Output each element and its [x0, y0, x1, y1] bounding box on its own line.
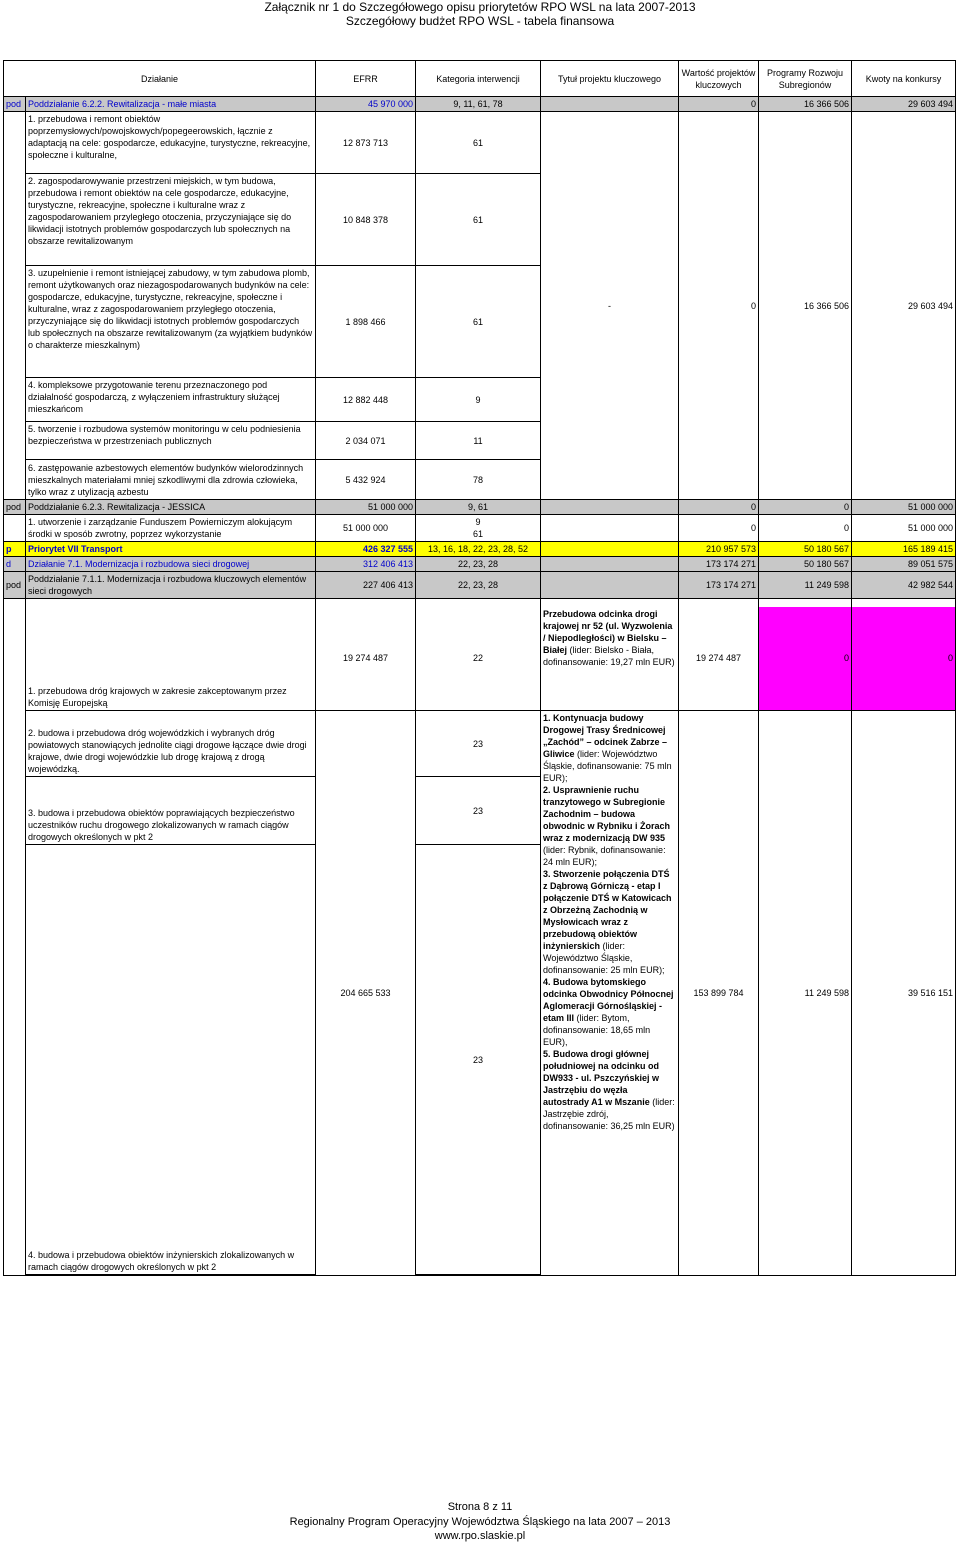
- kategoria-value-top: 9: [475, 517, 481, 527]
- kategoria-value: 61: [416, 266, 541, 378]
- project-title-note: (lider: Rybnik, dofinansowanie: 24 mln EUR);: [543, 845, 666, 867]
- wartosc-value: 0: [679, 112, 759, 500]
- programy-value: 0: [759, 515, 852, 542]
- section-name: Działanie 7.1. Modernizacja i rozbudowa sieci drogowej: [26, 557, 316, 572]
- empty-cell: [4, 515, 26, 542]
- kategoria-value: 61: [416, 112, 541, 174]
- wartosc-value: 173 174 271: [679, 572, 759, 599]
- empty-cell: [416, 1275, 541, 1276]
- level-code: p: [4, 542, 26, 557]
- kwoty-value: 39 516 151: [852, 711, 956, 1276]
- programy-value: 0: [759, 607, 852, 711]
- kwoty-value: 51 000 000: [852, 515, 956, 542]
- kategoria-value: 11: [416, 422, 541, 460]
- level-code: d: [4, 557, 26, 572]
- table-row: [4, 97, 956, 112]
- kwoty-value: 89 051 575: [852, 557, 956, 572]
- kategoria-value: 23: [416, 711, 541, 777]
- empty-cell: [541, 97, 679, 112]
- project-item: [543, 976, 676, 1048]
- kategoria-value-bottom: 61: [472, 529, 483, 539]
- programy-value: 0: [759, 500, 852, 515]
- project-title-note: (lider: Bytom, dofinansowanie: 18,65 mln EUR),: [543, 1013, 651, 1047]
- kwoty-value: 29 603 494: [852, 97, 956, 112]
- kwoty-value: 29 603 494: [852, 112, 956, 500]
- kategoria-value: 78: [416, 460, 541, 500]
- kategoria-value: 23: [416, 845, 541, 1275]
- section-name: Poddziałanie 6.2.2. Rewitalizacja - małe miasta: [26, 97, 316, 112]
- project-title-note: (lider: Bielsko - Biała, dofinansowanie: 19,27 mln EUR): [543, 644, 675, 667]
- kategoria-value: 22, 23, 28: [416, 557, 541, 572]
- project-title-bold: 2. Usprawnienie ruchu tranzytowego w Subregionie Zachodnim – budowa obwodnic w Rybniku i Żorach wraz z modernizacją DW 935: [543, 785, 671, 843]
- road-item-text: 1. przebudowa dróg krajowych w zakresie zakceptowanym przez Komisję Europejską: [26, 607, 316, 711]
- col-header-wartosc: Wartość projektów kluczowych: [679, 61, 759, 97]
- wartosc-value: 0: [679, 97, 759, 112]
- table-row: [4, 607, 956, 711]
- footer-page-number: Strona 8 z 11: [447, 1501, 513, 1513]
- doc-header-line2: Szczegółowy budżet RPO WSL - tabela finansowa: [345, 14, 615, 28]
- item-text: 6. zastępowanie azbestowych elementów budynków wielorodzinnych mieszkalnych materiałami mniej szkodliwymi dla zdrowia człowieka, tylko wraz z utylizacją azbestu: [26, 460, 316, 500]
- item-text: 2. zagospodarowywanie przestrzeni miejskich, w tym budowa, przebudowa i remont obiektów na cele gospodarcze, edukacyjne, turystyczne, rekreacyjne, społeczne i kulturalne wraz z zagospodarowaniem przyległego otoczenia, przyczyniające się do likwidacji istotnych problemów gospodarczych lub społecznych na obszarze rewitalizowanym: [26, 174, 316, 266]
- project-title-note: (lider: Województwo Śląskie, dofinansowanie: 75 mln EUR);: [543, 749, 672, 783]
- item-text: 5. tworzenie i rozbudowa systemów monitoringu w celu podniesienia bezpieczeństwa w przestrzeniach publicznych: [26, 422, 316, 460]
- col-header-tytul: Tytuł projektu kluczowego: [541, 61, 679, 97]
- level-code: pod: [4, 500, 26, 515]
- project-title-bold: 4. Budowa bytomskiego odcinka Obwodnicy Północnej Aglomeracji Górnośląskiej - etam III: [543, 977, 674, 1023]
- level-code: pod: [4, 97, 26, 112]
- empty-cell: [541, 572, 679, 599]
- project-title-note: (lider: Jastrzębie zdrój, dofinansowanie: 36,25 mln EUR): [543, 1097, 675, 1131]
- section-name: Poddziałanie 7.1.1. Modernizacja i rozbudowa kluczowych elementów sieci drogowych: [26, 572, 316, 599]
- table-row: [4, 599, 956, 607]
- efrr-value: 2 034 071: [316, 422, 416, 460]
- table-row: [4, 112, 956, 174]
- project-item: [543, 868, 676, 976]
- budget-table: [3, 60, 956, 1276]
- empty-cell: [541, 557, 679, 572]
- efrr-value: 19 274 487: [316, 607, 416, 711]
- kwoty-value: 42 982 544: [852, 572, 956, 599]
- doc-header-line1: Załącznik nr 1 do Szczegółowego opisu priorytetów RPO WSL na lata 2007-2013: [264, 0, 696, 14]
- footer-url[interactable]: www.rpo.slaskie.pl: [434, 1530, 526, 1542]
- kategoria-value: 22: [416, 607, 541, 711]
- section-name: Poddziałanie 6.2.3. Rewitalizacja - JESSICA: [26, 500, 316, 515]
- efrr-value: 45 970 000: [316, 97, 416, 112]
- col-header-efrr: EFRR: [316, 61, 416, 97]
- project-title-bold: 5. Budowa drogi głównej południowej na odcinku od DW933 - ul. Pszczyńskiej w Jastrzębiu do węzła autostrady A1 w Mszanie: [543, 1049, 660, 1107]
- programy-value: 50 180 567: [759, 542, 852, 557]
- table-row: [4, 542, 956, 557]
- item-text: 1. utworzenie i zarządzanie Funduszem Powierniczym alokującym środki w sposób zwrotny, poprzez wykorzystanie: [26, 515, 316, 542]
- kategoria-cell: [416, 515, 541, 542]
- efrr-value: 426 327 555: [316, 542, 416, 557]
- road-item-text: 4. budowa i przebudowa obiektów inżynierskich zlokalizowanych w ramach ciągów drogowych określonych w pkt 2: [26, 845, 316, 1275]
- col-header-dzialanie: Działanie: [4, 61, 316, 97]
- road-item-text: 3. budowa i przebudowa obiektów poprawiających bezpieczeństwo uczestników ruchu drogowego zlokalizowanych w ramach ciągów drogowych określonych w pkt 2: [26, 777, 316, 845]
- project-title-note: (lider: Województwo Śląskie, dofinansowanie: 25 mln EUR);: [543, 941, 665, 975]
- table-row: [4, 557, 956, 572]
- efrr-value: 12 873 713: [316, 112, 416, 174]
- empty-cell: [541, 500, 679, 515]
- wartosc-value: 0: [679, 515, 759, 542]
- wartosc-value: 210 957 573: [679, 542, 759, 557]
- table-row: [4, 572, 956, 599]
- efrr-value: 12 882 448: [316, 378, 416, 422]
- efrr-value: 51 000 000: [316, 515, 416, 542]
- kategoria-value: 23: [416, 777, 541, 845]
- empty-cell: [4, 599, 26, 1276]
- empty-cell: [316, 599, 416, 607]
- wartosc-value: 153 899 784: [679, 711, 759, 1276]
- item-text: 3. uzupełnienie i remont istniejącej zabudowy, w tym zabudowa plomb, remont użytkowanych oraz niezagospodarowanych budynków na cele: gospodarcze, edukacyjne, turystyczne, rekreacyjne, społeczne i kulturalne, wraz z zagospodarowaniem przyległego otoczenia, przyczyniające się do likwidacji istotnych problemów gospodarczych lub społecznych na obszarze rewitalizowanym (za wyjątkiem budynków o charakterze mieszkalnym): [26, 266, 316, 378]
- item-text: 4. kompleksowe przygotowanie terenu przeznaczonego pod działalność gospodarczą, z wyłączeniem infrastruktury służącej mieszkańcom: [26, 378, 316, 422]
- wartosc-value: 19 274 487: [679, 607, 759, 711]
- efrr-value: 227 406 413: [316, 572, 416, 599]
- table-row: [4, 711, 956, 777]
- col-header-kwoty: Kwoty na konkursy: [852, 61, 956, 97]
- empty-cell: [541, 599, 679, 607]
- empty-cell: [26, 1275, 316, 1276]
- road-item-text: 2. budowa i przebudowa dróg wojewódzkich i wybranych dróg powiatowych stanowiących jednolite ciągi drogowe łączące dwie drogi krajowe, dwie drogi wojewódzkie lub drogę krajową z drogą wojewódzką.: [26, 711, 316, 777]
- empty-cell: [416, 599, 541, 607]
- efrr-value: 51 000 000: [316, 500, 416, 515]
- tytul-value: -: [541, 112, 679, 500]
- level-code: pod: [4, 572, 26, 599]
- kwoty-value: 51 000 000: [852, 500, 956, 515]
- table-row: [4, 500, 956, 515]
- empty-cell: [541, 515, 679, 542]
- project-title-bold: 1. Kontynuacja budowy Drogowej Trasy Średnicowej „Zachód” – odcinek Zabrze – Gliwice: [543, 713, 668, 759]
- empty-cell: [4, 112, 26, 500]
- efrr-value: 204 665 533: [316, 711, 416, 1276]
- efrr-value: 1 898 466: [316, 266, 416, 378]
- wartosc-value: 0: [679, 500, 759, 515]
- kwoty-value: 165 189 415: [852, 542, 956, 557]
- kategoria-value: 61: [416, 174, 541, 266]
- empty-cell: [852, 599, 956, 607]
- efrr-value: 5 432 924: [316, 460, 416, 500]
- programy-value: 16 366 506: [759, 112, 852, 500]
- item-text: 1. przebudowa i remont obiektów poprzemysłowych/powojskowych/popegeerowskich, łącznie z adaptacją na cele: gospodarcze, edukacyjne, turystyczne, rekreacyjne, społeczne i kulturalne,: [26, 112, 316, 174]
- table-header-row: [4, 61, 956, 97]
- col-header-kategoria: Kategoria interwencji: [416, 61, 541, 97]
- section-name: Priorytet VII Transport: [26, 542, 316, 557]
- empty-cell: [759, 599, 852, 607]
- project-item: [543, 784, 676, 868]
- empty-cell: [26, 599, 316, 607]
- programy-value: 50 180 567: [759, 557, 852, 572]
- empty-cell: [679, 599, 759, 607]
- project-list-cell: [541, 711, 679, 1276]
- efrr-value: 312 406 413: [316, 557, 416, 572]
- kategoria-value: 22, 23, 28: [416, 572, 541, 599]
- project-item: [543, 712, 676, 784]
- project-title-bold: Przebudowa odcinka drogi krajowej nr 52 (ul. Wyzwolenia / Niepodległości) w Bielsku – Białej: [543, 608, 673, 655]
- col-header-programy: Programy Rozwoju Subregionów: [759, 61, 852, 97]
- kategoria-value: 9, 61: [416, 500, 541, 515]
- project-title-bold: 3. Stworzenie połączenia DTŚ z Dąbrową Górniczą - etap I połączenie DTŚ w Katowicach z Obrzeżną Zachodnią w Mysłowicach wraz z przebudową obiektów inżynierskich: [543, 869, 672, 951]
- kategoria-value: 9: [416, 378, 541, 422]
- wartosc-value: 173 174 271: [679, 557, 759, 572]
- programy-value: 11 249 598: [759, 711, 852, 1276]
- kategoria-value: 9, 11, 61, 78: [416, 97, 541, 112]
- empty-cell: [541, 542, 679, 557]
- table-row: [4, 515, 956, 542]
- kwoty-value: 0: [852, 607, 956, 711]
- kategoria-value: 13, 16, 18, 22, 23, 28, 52: [416, 542, 541, 557]
- efrr-value: 10 848 378: [316, 174, 416, 266]
- project-title-cell: [541, 607, 679, 711]
- footer-program-name: Regionalny Program Operacyjny Województwa Śląskiego na lata 2007 – 2013: [289, 1516, 671, 1528]
- programy-value: 16 366 506: [759, 97, 852, 112]
- programy-value: 11 249 598: [759, 572, 852, 599]
- project-item: [543, 1048, 676, 1132]
